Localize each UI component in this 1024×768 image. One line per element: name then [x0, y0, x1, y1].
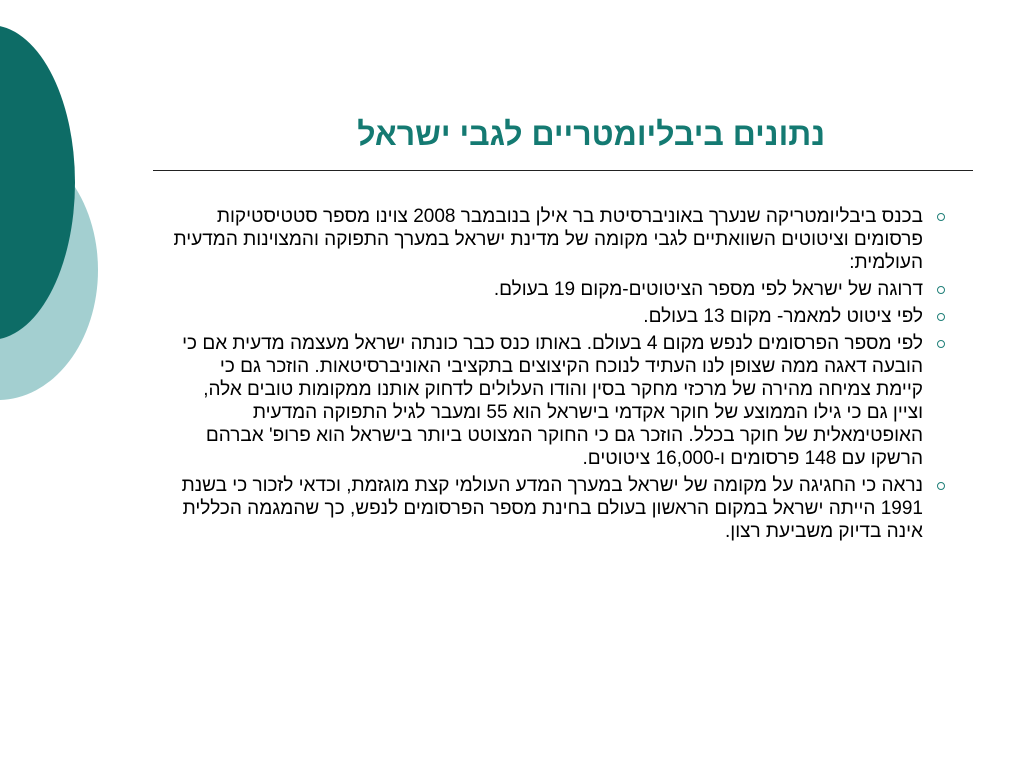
slide-title: נתונים ביבליומטריים לגבי ישראל	[357, 116, 825, 152]
bullet-item	[170, 474, 945, 543]
bullet-item	[170, 305, 945, 328]
bullet-list	[170, 205, 945, 547]
hollow-circle-bullet-icon	[937, 213, 945, 221]
bullet-item	[170, 332, 945, 470]
bullet-item	[170, 205, 945, 274]
hollow-circle-bullet-icon	[937, 482, 945, 490]
hollow-circle-bullet-icon	[937, 340, 945, 348]
bullet-text: לפי מספר הפרסומים לנפש מקום 4 בעולם. באותו כנס כבר כונתה ישראל מעצמה מדעית אם כי הובעה דאגה ממה שצופן לנו העתיד לנוכח הקיצוצים בתקציבי האוניברסיטאות. הוזכר גם כי קיימת צמיחה מהירה של מרכזי מחקר בסין והודו העלולים לדחוק אותנו ממקומות טובים אלה, וציין גם כי גילו הממוצע של חוקר אקדמי בישראל הוא 55 ומעבר לגיל התפוקה המדעית האופטימאלית של חוקר בכלל. הוזכר גם כי החוקר המצוטט ביותר בישראל הוא פרופ' אברהם הרשקו עם 148 פרסומים ו-16,000 ציטוטים.	[182, 333, 923, 469]
hollow-circle-bullet-icon	[937, 313, 945, 321]
bullet-item	[170, 278, 945, 301]
bullet-text: דרוגה של ישראל לפי מספר הציטוטים-מקום 19 בעולם.	[493, 279, 923, 300]
title-divider	[153, 170, 973, 171]
bullet-text: נראה כי החגיגה על מקומה של ישראל במערך המדע העולמי קצת מוגזמת, וכדאי לזכור כי בשנת 1991 הייתה ישראל במקום הראשון בעולם בחינת מספר הפרסומים לנפש, כך שהמגמה הכללית אינה בדיוק משביעת רצון.	[181, 475, 923, 542]
hollow-circle-bullet-icon	[937, 286, 945, 294]
bullet-text: לפי ציטוט למאמר- מקום 13 בעולם.	[643, 306, 923, 327]
bullet-text: בכנס ביבליומטריקה שנערך באוניברסיטת בר אילן בנובמבר 2008 צוינו מספר סטטיסטיקות פרסומים וציטוטים השוואתיים לגבי מקומה של מדינת ישראל במערך התפוקה והמצוינות המדעית העולמית:	[173, 206, 923, 273]
